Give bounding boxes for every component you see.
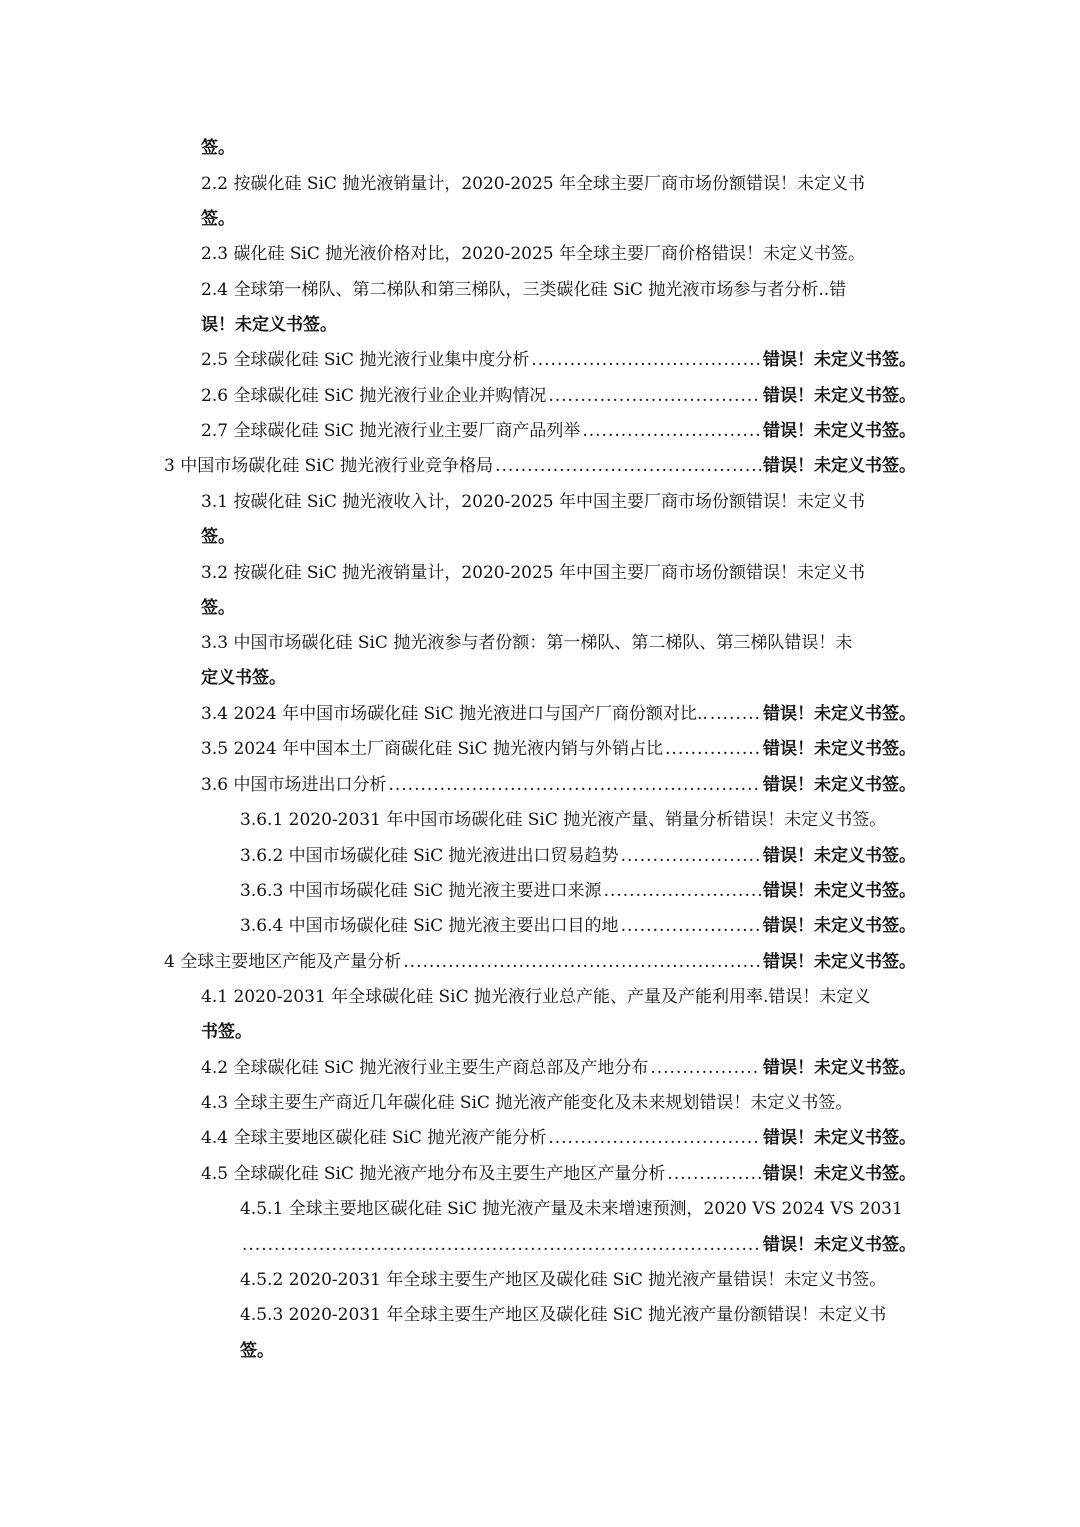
toc-line [201, 596, 235, 620]
toc-error-tail: 签。 [201, 138, 235, 158]
toc-leader-dots [242, 1233, 761, 1257]
toc-error-text: 错误！未定义书签。 [763, 739, 916, 759]
toc-line[interactable] [240, 1303, 886, 1327]
toc-entry-text: 2.3 碳化硅 SiC 抛光液价格对比，2020-2025 年全球主要厂商价格错误！未定义书签。 [201, 244, 866, 264]
toc-entry-text: 2.4 全球第一梯队、第二梯队和第三梯队，三类碳化硅 SiC 抛光液市场参与者分析..错 [201, 280, 847, 300]
toc-line [201, 1020, 252, 1044]
toc-leader-dots [604, 879, 761, 903]
toc-line[interactable] [240, 1233, 916, 1257]
toc-error-text: 错误！未定义书签。 [763, 952, 916, 972]
toc-line[interactable] [201, 419, 916, 443]
toc-entry-text: 4.5.2 2020-2031 年全球主要生产地区及碳化硅 SiC 抛光液产量错误！未定义书签。 [240, 1270, 887, 1290]
toc-entry-text: 4.5 全球碳化硅 SiC 抛光液产地分布及主要生产地区产量分析 [201, 1164, 666, 1184]
toc-line[interactable] [201, 1162, 916, 1186]
toc-leader-dots [403, 950, 761, 974]
toc-line[interactable] [201, 384, 916, 408]
toc-line[interactable] [201, 1056, 916, 1080]
toc-leader-dots [621, 844, 761, 868]
toc-line[interactable] [201, 1091, 852, 1115]
toc-leader-dots [665, 737, 761, 761]
toc-error-tail: 签。 [240, 1341, 274, 1361]
toc-entry-text: 3.6 中国市场进出口分析 [201, 775, 387, 795]
toc-error-text: 错误！未定义书签。 [763, 1058, 916, 1078]
toc-error-text: 错误！未定义书签。 [763, 386, 916, 406]
toc-line[interactable] [240, 808, 886, 832]
toc-line[interactable] [201, 702, 916, 726]
toc-line[interactable] [201, 985, 870, 1009]
toc-line[interactable] [240, 879, 916, 903]
toc-leader-dots [548, 1126, 761, 1150]
toc-line [201, 525, 235, 549]
toc-line[interactable] [164, 950, 916, 974]
toc-entry-text: 3.1 按碳化硅 SiC 抛光液收入计，2020-2025 年中国主要厂商市场份额错误！未定义书 [201, 492, 866, 512]
toc-leader-dots [388, 773, 761, 797]
toc-entry-text: 3.6.3 中国市场碳化硅 SiC 抛光液主要进口来源 [240, 881, 602, 901]
toc-line[interactable] [201, 1126, 916, 1150]
toc-entry-text: 2.6 全球碳化硅 SiC 抛光液行业企业并购情况 [201, 386, 547, 406]
toc-line[interactable] [240, 844, 916, 868]
toc-leader-dots [582, 419, 761, 443]
toc-entry-text: 4.2 全球碳化硅 SiC 抛光液行业主要生产商总部及产地分布 [201, 1058, 649, 1078]
toc-line [201, 136, 235, 160]
toc-entry-text: 3.4 2024 年中国市场碳化硅 SiC 抛光液进口与国产厂商份额对比.. [201, 704, 708, 724]
toc-entry-text: 4.1 2020-2031 年全球碳化硅 SiC 抛光液行业总产能、产量及产能利用率.错误！未定义 [201, 987, 871, 1007]
toc-error-text: 错误！未定义书签。 [763, 881, 916, 901]
toc-line[interactable] [201, 773, 916, 797]
toc-error-text: 错误！未定义书签。 [763, 1128, 916, 1148]
toc-entry-text: 3.6.4 中国市场碳化硅 SiC 抛光液主要出口目的地 [240, 916, 619, 936]
toc-leader-dots [531, 348, 761, 372]
toc-entry-text: 3 中国市场碳化硅 SiC 抛光液行业竞争格局 [164, 456, 494, 476]
toc-leader-dots [495, 454, 761, 478]
toc-entry-text: 2.2 按碳化硅 SiC 抛光液销量计，2020-2025 年全球主要厂商市场份额错误！未定义书 [201, 174, 866, 194]
toc-entry-text: 3.6.2 中国市场碳化硅 SiC 抛光液进出口贸易趋势 [240, 846, 619, 866]
toc-line [201, 666, 286, 690]
toc-error-tail: 书签。 [201, 1022, 252, 1042]
toc-line[interactable] [201, 348, 916, 372]
toc-entry-text: 3.3 中国市场碳化硅 SiC 抛光液参与者份额：第一梯队、第二梯队、第三梯队错误！未 [201, 633, 853, 653]
toc-entry-text: 4 全球主要地区产能及产量分析 [164, 952, 402, 972]
toc-line [201, 207, 235, 231]
toc-error-text: 错误！未定义书签。 [763, 421, 916, 441]
toc-line[interactable] [201, 242, 865, 266]
toc-line[interactable] [201, 172, 865, 196]
toc-entry-text: 4.5.3 2020-2031 年全球主要生产地区及碳化硅 SiC 抛光液产量份额错误！未定义书 [240, 1305, 887, 1325]
toc-line[interactable] [201, 737, 916, 761]
toc-line[interactable] [240, 1268, 886, 1292]
toc-error-tail: 签。 [201, 598, 235, 618]
toc-line[interactable] [240, 1197, 903, 1221]
toc-entry-text: 3.6.1 2020-2031 年中国市场碳化硅 SiC 抛光液产量、销量分析错误！未定义书签。 [240, 810, 887, 830]
toc-error-text: 错误！未定义书签。 [763, 846, 916, 866]
toc-line[interactable] [240, 914, 916, 938]
toc-entry-text: 2.7 全球碳化硅 SiC 抛光液行业主要厂商产品列举 [201, 421, 581, 441]
toc-error-tail: 签。 [201, 209, 235, 229]
toc-entry-text: 4.3 全球主要生产商近几年碳化硅 SiC 抛光液产能变化及未来规划错误！未定义书签。 [201, 1093, 853, 1113]
toc-line [201, 313, 337, 337]
toc-entry-text: 2.5 全球碳化硅 SiC 抛光液行业集中度分析 [201, 350, 530, 370]
toc-line [240, 1339, 274, 1363]
toc-error-tail: 签。 [201, 527, 235, 547]
toc-line[interactable] [201, 561, 865, 585]
toc-leader-dots [667, 1162, 761, 1186]
toc-line[interactable] [164, 454, 916, 478]
toc-leader-dots [548, 384, 761, 408]
toc-error-text: 错误！未定义书签。 [763, 1235, 916, 1255]
toc-leader-dots [621, 914, 761, 938]
toc-line[interactable] [201, 278, 846, 302]
toc-leader-dots [710, 702, 761, 726]
toc-line[interactable] [201, 490, 865, 514]
toc-error-tail: 误！未定义书签。 [201, 315, 337, 335]
toc-error-text: 错误！未定义书签。 [763, 456, 916, 476]
toc-line[interactable] [201, 631, 852, 655]
toc-entry-text: 4.5.1 全球主要地区碳化硅 SiC 抛光液产量及未来增速预测，2020 VS 2024 VS 2031 [240, 1199, 903, 1219]
toc-leader-dots [650, 1056, 761, 1080]
toc-error-text: 错误！未定义书签。 [763, 1164, 916, 1184]
toc-error-text: 错误！未定义书签。 [763, 704, 916, 724]
toc-error-text: 错误！未定义书签。 [763, 775, 916, 795]
toc-entry-text: 3.5 2024 年中国本土厂商碳化硅 SiC 抛光液内销与外销占比 [201, 739, 664, 759]
toc-error-tail: 定义书签。 [201, 668, 286, 688]
toc-entry-text: 3.2 按碳化硅 SiC 抛光液销量计，2020-2025 年中国主要厂商市场份额错误！未定义书 [201, 563, 866, 583]
toc-entry-text: 4.4 全球主要地区碳化硅 SiC 抛光液产能分析 [201, 1128, 547, 1148]
toc-error-text: 错误！未定义书签。 [763, 350, 916, 370]
toc-error-text: 错误！未定义书签。 [763, 916, 916, 936]
